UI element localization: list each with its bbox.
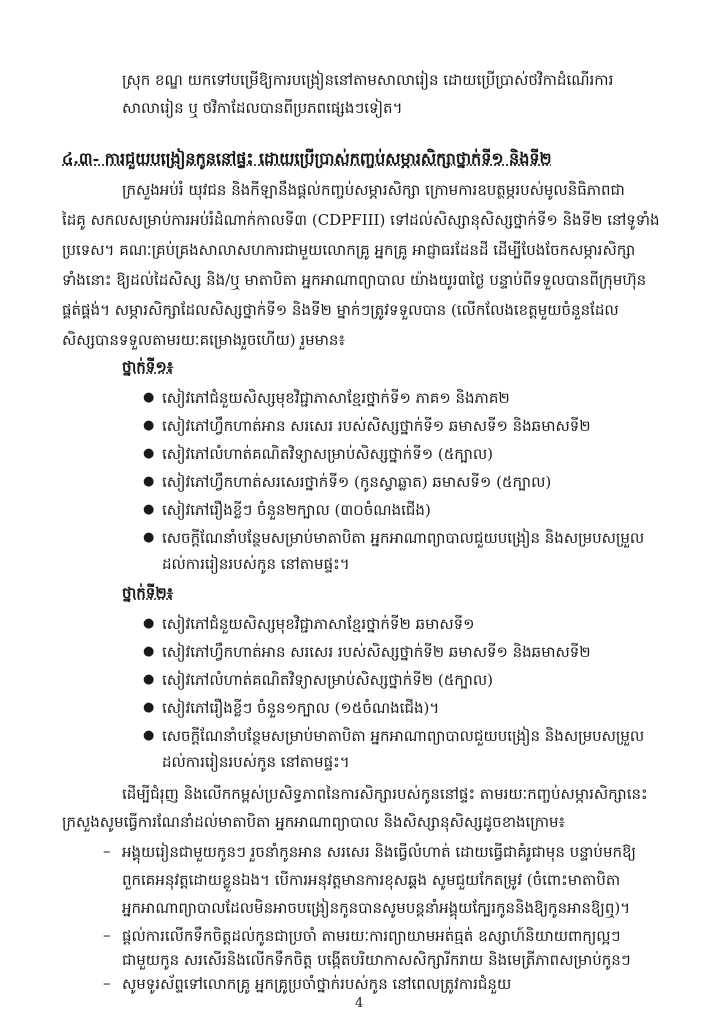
- bullet-dot-icon: ●: [143, 700, 155, 715]
- dash-item-3-line-1: សូមទូរស័ព្ទទៅលោកគ្រូ អ្នកគ្រូប្រចាំថ្នាក់របស់កូន នៅពេលត្រូវការជំនួយ: [122, 975, 512, 993]
- para1-line-1: ក្រសួងអប់រំ យុវជន និងកីឡានឹងផ្តល់កញ្ចប់សម្ភារសិក្សា ក្រោមការឧបត្ថម្ភរបស់មូលនិធិភាពជា: [122, 181, 625, 199]
- intro-line-1: ស្រុក ខណ្ឌ យកទៅបម្រើឱ្យការបង្រៀននៅតាមសាលារៀន ដោយប្រើប្រាស់ថវិកាដំណើរការ: [122, 71, 614, 89]
- grade1-item-5: សៀវភៅរឿងខ្លីៗ ចំនួន២ក្បាល (៣០ចំណងជើង): [162, 501, 431, 519]
- grade1-item-4: សៀវភៅហ្វឹកហាត់សរសេរថ្នាក់ទី១ (កូនស្វាឆ្លាត) ឆមាសទី១ (៥ក្បាល): [162, 473, 552, 491]
- grade1-item-6-line-2: ដល់ការរៀនរបស់កូន នៅតាមផ្ទះ។: [162, 555, 350, 573]
- bullet-dot-icon: ●: [143, 418, 155, 433]
- bullet-dot-icon: ●: [143, 672, 155, 687]
- page-number: 4: [355, 996, 364, 1011]
- dash-bullet-icon: –: [103, 842, 111, 860]
- dash-bullet-icon: –: [103, 926, 111, 944]
- para1-line-4: ទាំងនោះ ឱ្យដល់ដៃសិស្ស និង/ឬ មាតាបិតា អ្នកអាណាព្យាបាល យ៉ាងយូរ៣ថ្ងៃ បន្ទាប់ពីទទួលបានពីក្រុមហ៊ុន: [62, 271, 647, 289]
- dash-item-1-line-1: អង្គុយរៀនជាមួយកូនៗ រួចនាំកូនអាន សរសេរ និងធ្វើលំហាត់ ដោយធ្វើជាគំរូជាមុន បន្ទាប់មកឱ្យ: [122, 843, 636, 861]
- grade2-item-3: សៀវភៅលំហាត់គណិតវិទ្យាសម្រាប់សិស្សថ្នាក់ទី២ (៥ក្បាល): [162, 671, 493, 689]
- grade1-item-2: សៀវភៅហ្វឹកហាត់អាន សរសេរ របស់សិស្សថ្នាក់ទី១ ឆមាសទី១ និងឆមាសទី២: [162, 417, 591, 435]
- grade2-item-5-line-2: ដល់ការរៀនរបស់កូន នៅតាមផ្ទះ។: [162, 753, 350, 771]
- grade2-item-1: សៀវភៅជំនួយសិស្សមុខវិជ្ជាភាសាខ្មែរថ្នាក់ទី២ ឆមាសទី១: [162, 615, 475, 633]
- grade1-heading: ថ្នាក់ទី១៖: [122, 358, 174, 376]
- bullet-dot-icon: ●: [143, 530, 155, 545]
- para1-line-2: ដៃគូ សកលសម្រាប់ការអប់រំដំណាក់កាលទី៣ (CDPFIII) ទៅដល់សិស្សានុសិស្សថ្នាក់ទី១ និងទី២ នៅទូទាំង: [62, 211, 660, 229]
- dash-bullet-icon: –: [103, 974, 111, 992]
- section-title-text: ៤.៣- ការជួយបង្រៀនកូននៅផ្ទះ ដោយប្រើប្រាស់កញ្ចប់សម្ភារសិក្សាថ្នាក់ទី១ និងទី២: [62, 149, 552, 168]
- bullet-dot-icon: ●: [143, 502, 155, 517]
- dash-item-2-line-2: ជាមួយកូន សរសើរនិងលើកទឹកចិត្ត បង្កើតបរិយាកាសសិក្សារីករាយ និងមេត្រីភាពសម្រាប់កូនៗ: [122, 951, 631, 969]
- bullet-dot-icon: ●: [143, 616, 155, 631]
- dash-item-1-line-2: ពួកគេអនុវត្តដោយខ្លួនឯង។ បើការអនុវត្តមានការខុសឆ្គង សូមជួយកែតម្រូវ (ចំពោះមាតាបិតា: [122, 871, 621, 889]
- intro-line-2: សាលារៀន ឬ ថវិកាដែលបានពីប្រភពផ្សេងៗទៀត។: [122, 99, 403, 117]
- grade1-item-6-line-1: សេចក្តីណែនាំបន្ថែមសម្រាប់មាតាបិតា អ្នកអាណាព្យាបាលជួយបង្រៀន និងសម្របសម្រួល: [162, 529, 645, 547]
- bullet-dot-icon: ●: [143, 474, 155, 489]
- grade2-item-4: សៀវភៅរឿងខ្លីៗ ចំនួន១ក្បាល (១៥ចំណងជើង)។: [162, 699, 440, 717]
- grade1-item-3: សៀវភៅលំហាត់គណិតវិទ្យាសម្រាប់សិស្សថ្នាក់ទី១ (៥ក្បាល): [162, 445, 493, 463]
- bullet-dot-icon: ●: [143, 446, 155, 461]
- dash-item-2-line-1: ផ្តល់ការលើកទឹកចិត្តដល់កូនជាប្រចាំ តាមរយៈការព្យាយាមអត់ធ្មត់ ឧស្សាហ៍និយាយពាក្យល្អៗ: [122, 927, 621, 945]
- grade2-heading: ថ្នាក់ទី២៖: [122, 584, 174, 602]
- grade1-item-1: សៀវភៅជំនួយសិស្សមុខវិជ្ជាភាសាខ្មែរថ្នាក់ទី១ ភាគ១ និងភាគ២: [162, 389, 510, 407]
- section-title: [62, 148, 672, 170]
- para1-line-6: សិស្សបានទទួលតាមរយៈគម្រោងរួចហើយ) រួមមាន៖: [62, 331, 346, 349]
- para2-line-2: ក្រសួងសូមធ្វើការណែនាំដល់មាតាបិតា អ្នកអាណាព្យាបាល និងសិស្សានុសិស្សដូចខាងក្រោម៖: [62, 813, 566, 831]
- dash-item-1-line-3: អ្នកអាណាព្យាបាលដែលមិនអាចបង្រៀនកូនបានសូមបន្តនាំអង្គុយក្បែរកូននិងឱ្យកូនអានឱ្យឮ)។: [122, 899, 631, 917]
- para2-line-1: ដើម្បីជំរុញ និងលើកកម្ពស់ប្រសិទ្ធភាពនៃការសិក្សារបស់កូននៅផ្ទះ តាមរយៈកញ្ចប់សម្ភារសិក្សានេះ: [122, 785, 648, 803]
- grade2-item-5-line-1: សេចក្តីណែនាំបន្ថែមសម្រាប់មាតាបិតា អ្នកអាណាព្យាបាលជួយបង្រៀន និងសម្របសម្រួល: [162, 727, 645, 745]
- para1-line-3: ប្រទេស។ គណៈគ្រប់គ្រងសាលាសហការជាមួយលោកគ្រូ អ្នកគ្រូ អាជ្ញាធរដែនដី ដើម្បីបែងចែកសម្ភារសិក្សា: [62, 241, 636, 259]
- para1-line-5: ផ្គត់ផ្គង់។ សម្ភារសិក្សាដែលសិស្សថ្នាក់ទី១ និងទី២ ម្នាក់ៗត្រូវទទួលបាន (លើកលែងខេត្តមួយចំនួនដែល: [62, 301, 619, 319]
- bullet-dot-icon: ●: [143, 728, 155, 743]
- grade2-item-2: សៀវភៅហ្វឹកហាត់អាន សរសេរ របស់សិស្សថ្នាក់ទី២ ឆមាសទី១ និងឆមាសទី២: [162, 643, 591, 661]
- bullet-dot-icon: ●: [143, 644, 155, 659]
- bullet-dot-icon: ●: [143, 390, 155, 405]
